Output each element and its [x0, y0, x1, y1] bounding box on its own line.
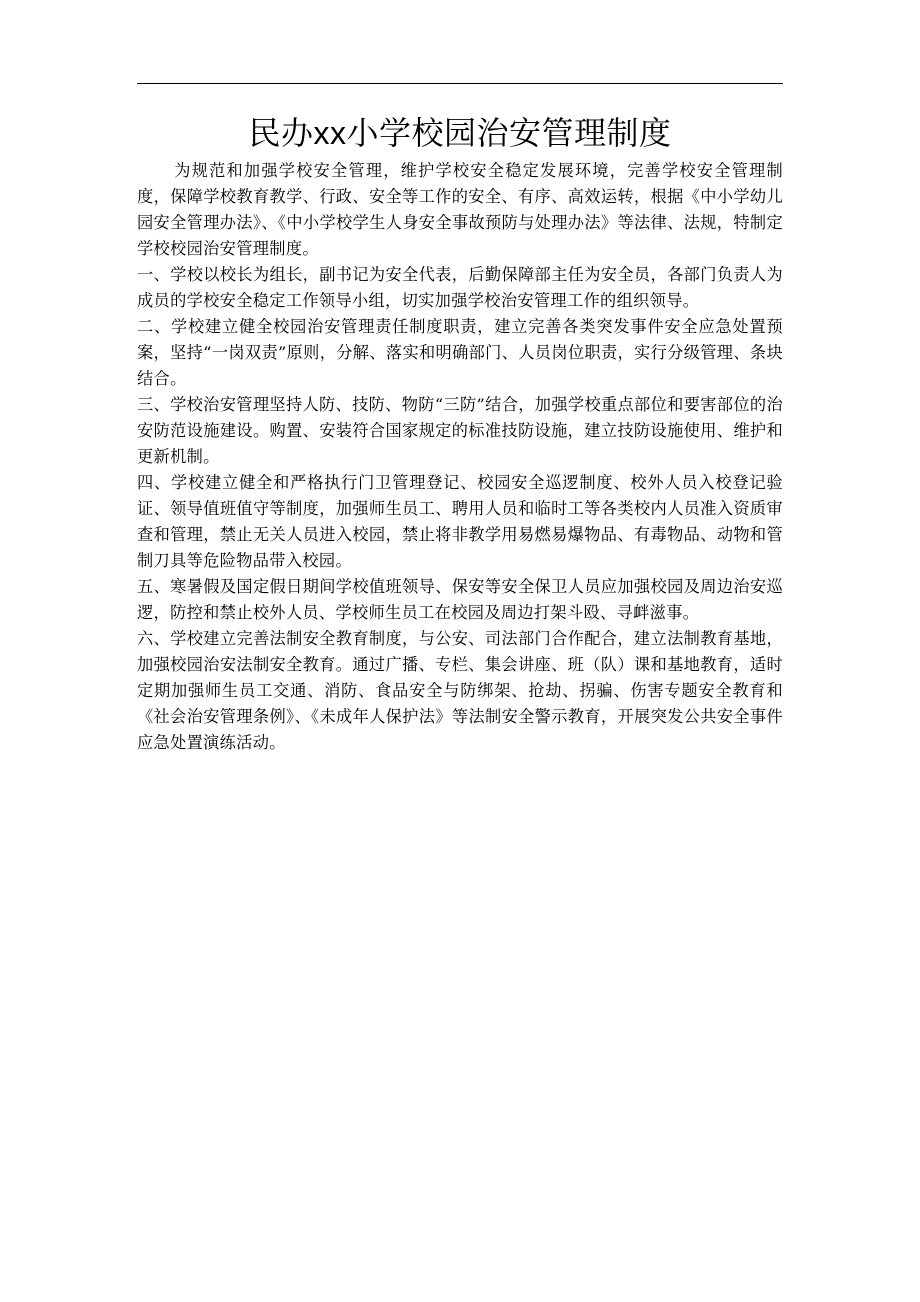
- clause-1: 一、学校以校长为组长，副书记为安全代表，后勤保障部主任为安全员，各部门负责人为成员的学校安全稳定工作领导小组，切实加强学校治安管理工作的组织领导。: [137, 265, 783, 310]
- clause-5: 五、寒暑假及国定假日期间学校值班领导、保安等安全保卫人员应加强校园及周边治安巡逻，防控和禁止校外人员、学校师生员工在校园及周边打架斗殴、寻衅滋事。: [137, 577, 783, 622]
- header-rule: [137, 83, 783, 84]
- intro-paragraph: 为规范和加强学校安全管理，维护学校安全稳定发展环境，完善学校安全管理制度，保障学校教育教学、行政、安全等工作的安全、有序、高效运转，根据《中小学幼儿园安全管理办法》、《中小学校学生人身安全事故预防与处理办法》等法律、法规，特制定学校校园治安管理制度。: [137, 161, 783, 258]
- clause-6: 六、学校建立完善法制安全教育制度，与公安、司法部门合作配合，建立法制教育基地，加强校园治安法制安全教育。通过广播、专栏、集会讲座、班（队）课和基地教育，适时定期加强师生员工交通、消防、食品安全与防绑架、抢劫、拐骗、伤害专题安全教育和《社会治安管理条例》、《未成年人保护法》等法制安全警示教育，开展突发公共安全事件应急处置演练活动。: [137, 629, 783, 752]
- title-suffix: 小学校园治安管理制度: [346, 114, 672, 152]
- clause-4: 四、学校建立健全和严格执行门卫管理登记、校园安全巡逻制度、校外人员入校登记验证、领导值班值守等制度，加强师生员工、聘用人员和临时工等各类校内人员准入资质审查和管理，禁止无关人员进入校园，禁止将非教学用易燃易爆物品、有毒物品、动物和管制刀具等危险物品带入校园。: [137, 473, 783, 570]
- clause-3: 三、学校治安管理坚持人防、技防、物防“三防”结合，加强学校重点部位和要害部位的治安防范设施建设。购置、安装符合国家规定的标准技防设施，建立技防设施使用、维护和更新机制。: [137, 395, 783, 466]
- title-prefix: 民办: [248, 114, 314, 152]
- document-body: [137, 158, 783, 756]
- title-latin: xx: [313, 115, 347, 151]
- document-title: [137, 113, 783, 153]
- clause-2: 二、学校建立健全校园治安管理责任制度职责，建立完善各类突发事件安全应急处置预案，坚持“一岗双责”原则，分解、落实和明确部门、人员岗位职责，实行分级管理、条块结合。: [137, 317, 783, 388]
